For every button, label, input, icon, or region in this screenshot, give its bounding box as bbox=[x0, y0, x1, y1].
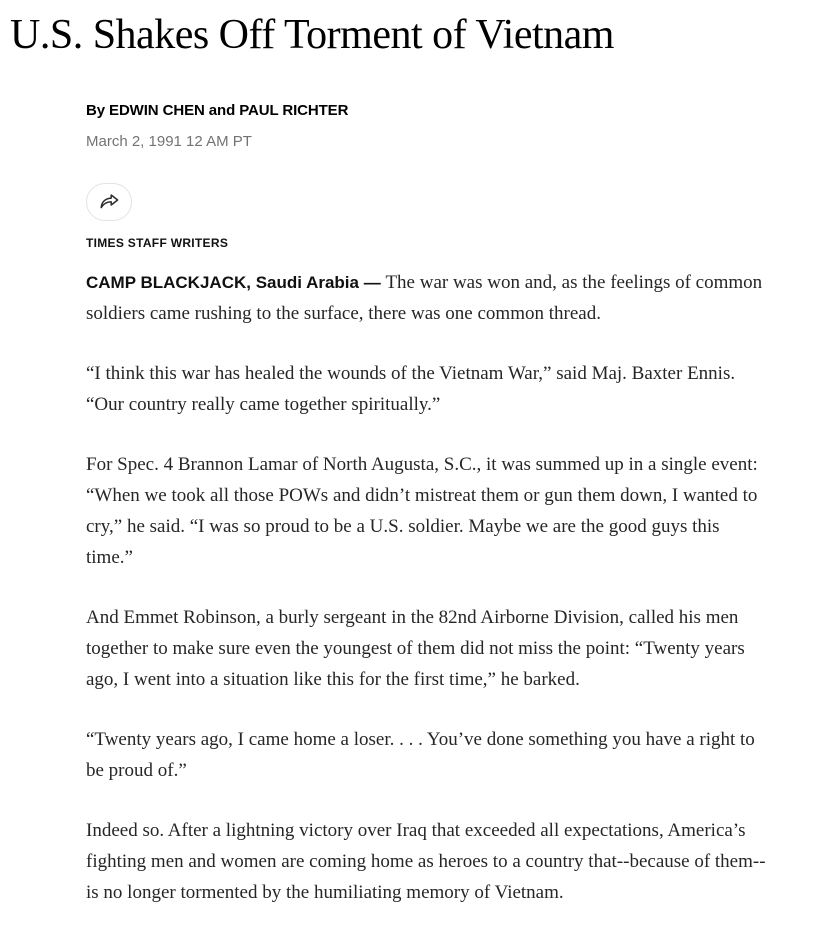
lead-paragraph bbox=[86, 267, 768, 329]
author-link-1[interactable]: EDWIN CHEN bbox=[109, 102, 205, 120]
lead-text: The war was won and, as the feelings of common soldiers came rushing to the surface, there was one common thread. bbox=[86, 272, 763, 325]
staff-writers-label: TIMES STAFF WRITERS bbox=[86, 236, 229, 251]
article-paragraph: And Emmet Robinson, a burly sergeant in the 82nd Airborne Division, called his men together to make sure even the youngest of them did not miss the point: “Twenty years ago, I went into a situation like this for the first time,” he barked. bbox=[86, 607, 745, 691]
share-button[interactable] bbox=[86, 183, 132, 221]
author-link-2[interactable]: PAUL RICHTER bbox=[239, 102, 349, 120]
article-headline: U.S. Shakes Off Torment of Vietnam bbox=[10, 12, 614, 58]
share-arrow-icon bbox=[98, 192, 121, 212]
publish-date: March 2, 1991 12 AM PT bbox=[86, 133, 252, 151]
article-content bbox=[86, 102, 768, 908]
article-paragraph: “Twenty years ago, I came home a loser. . . . You’ve done something you have a right to be proud of.” bbox=[86, 729, 755, 782]
dateline: CAMP BLACKJACK, Saudi Arabia — bbox=[86, 273, 386, 293]
byline-prefix: By bbox=[86, 102, 110, 120]
byline-connector: and bbox=[204, 102, 240, 120]
article-paragraph: For Spec. 4 Brannon Lamar of North Augusta, S.C., it was summed up in a single event: “When we took all those POWs and didn’t mistreat them or gun them down, I wanted to cry,” he said. “I was so proud to be a U.S. soldier. Maybe we are the good guys this time.” bbox=[86, 454, 758, 569]
article-paragraph: “I think this war has healed the wounds of the Vietnam War,” said Maj. Baxter Ennis. “Our country really came together spiritually.” bbox=[86, 363, 736, 416]
byline bbox=[86, 102, 768, 119]
article-paragraph: Indeed so. After a lightning victory over Iraq that exceeded all expectations, America’s fighting men and women are coming home as heroes to a country that--because of them--is no longer tormented by the humiliating memory of Vietnam. bbox=[86, 820, 766, 904]
